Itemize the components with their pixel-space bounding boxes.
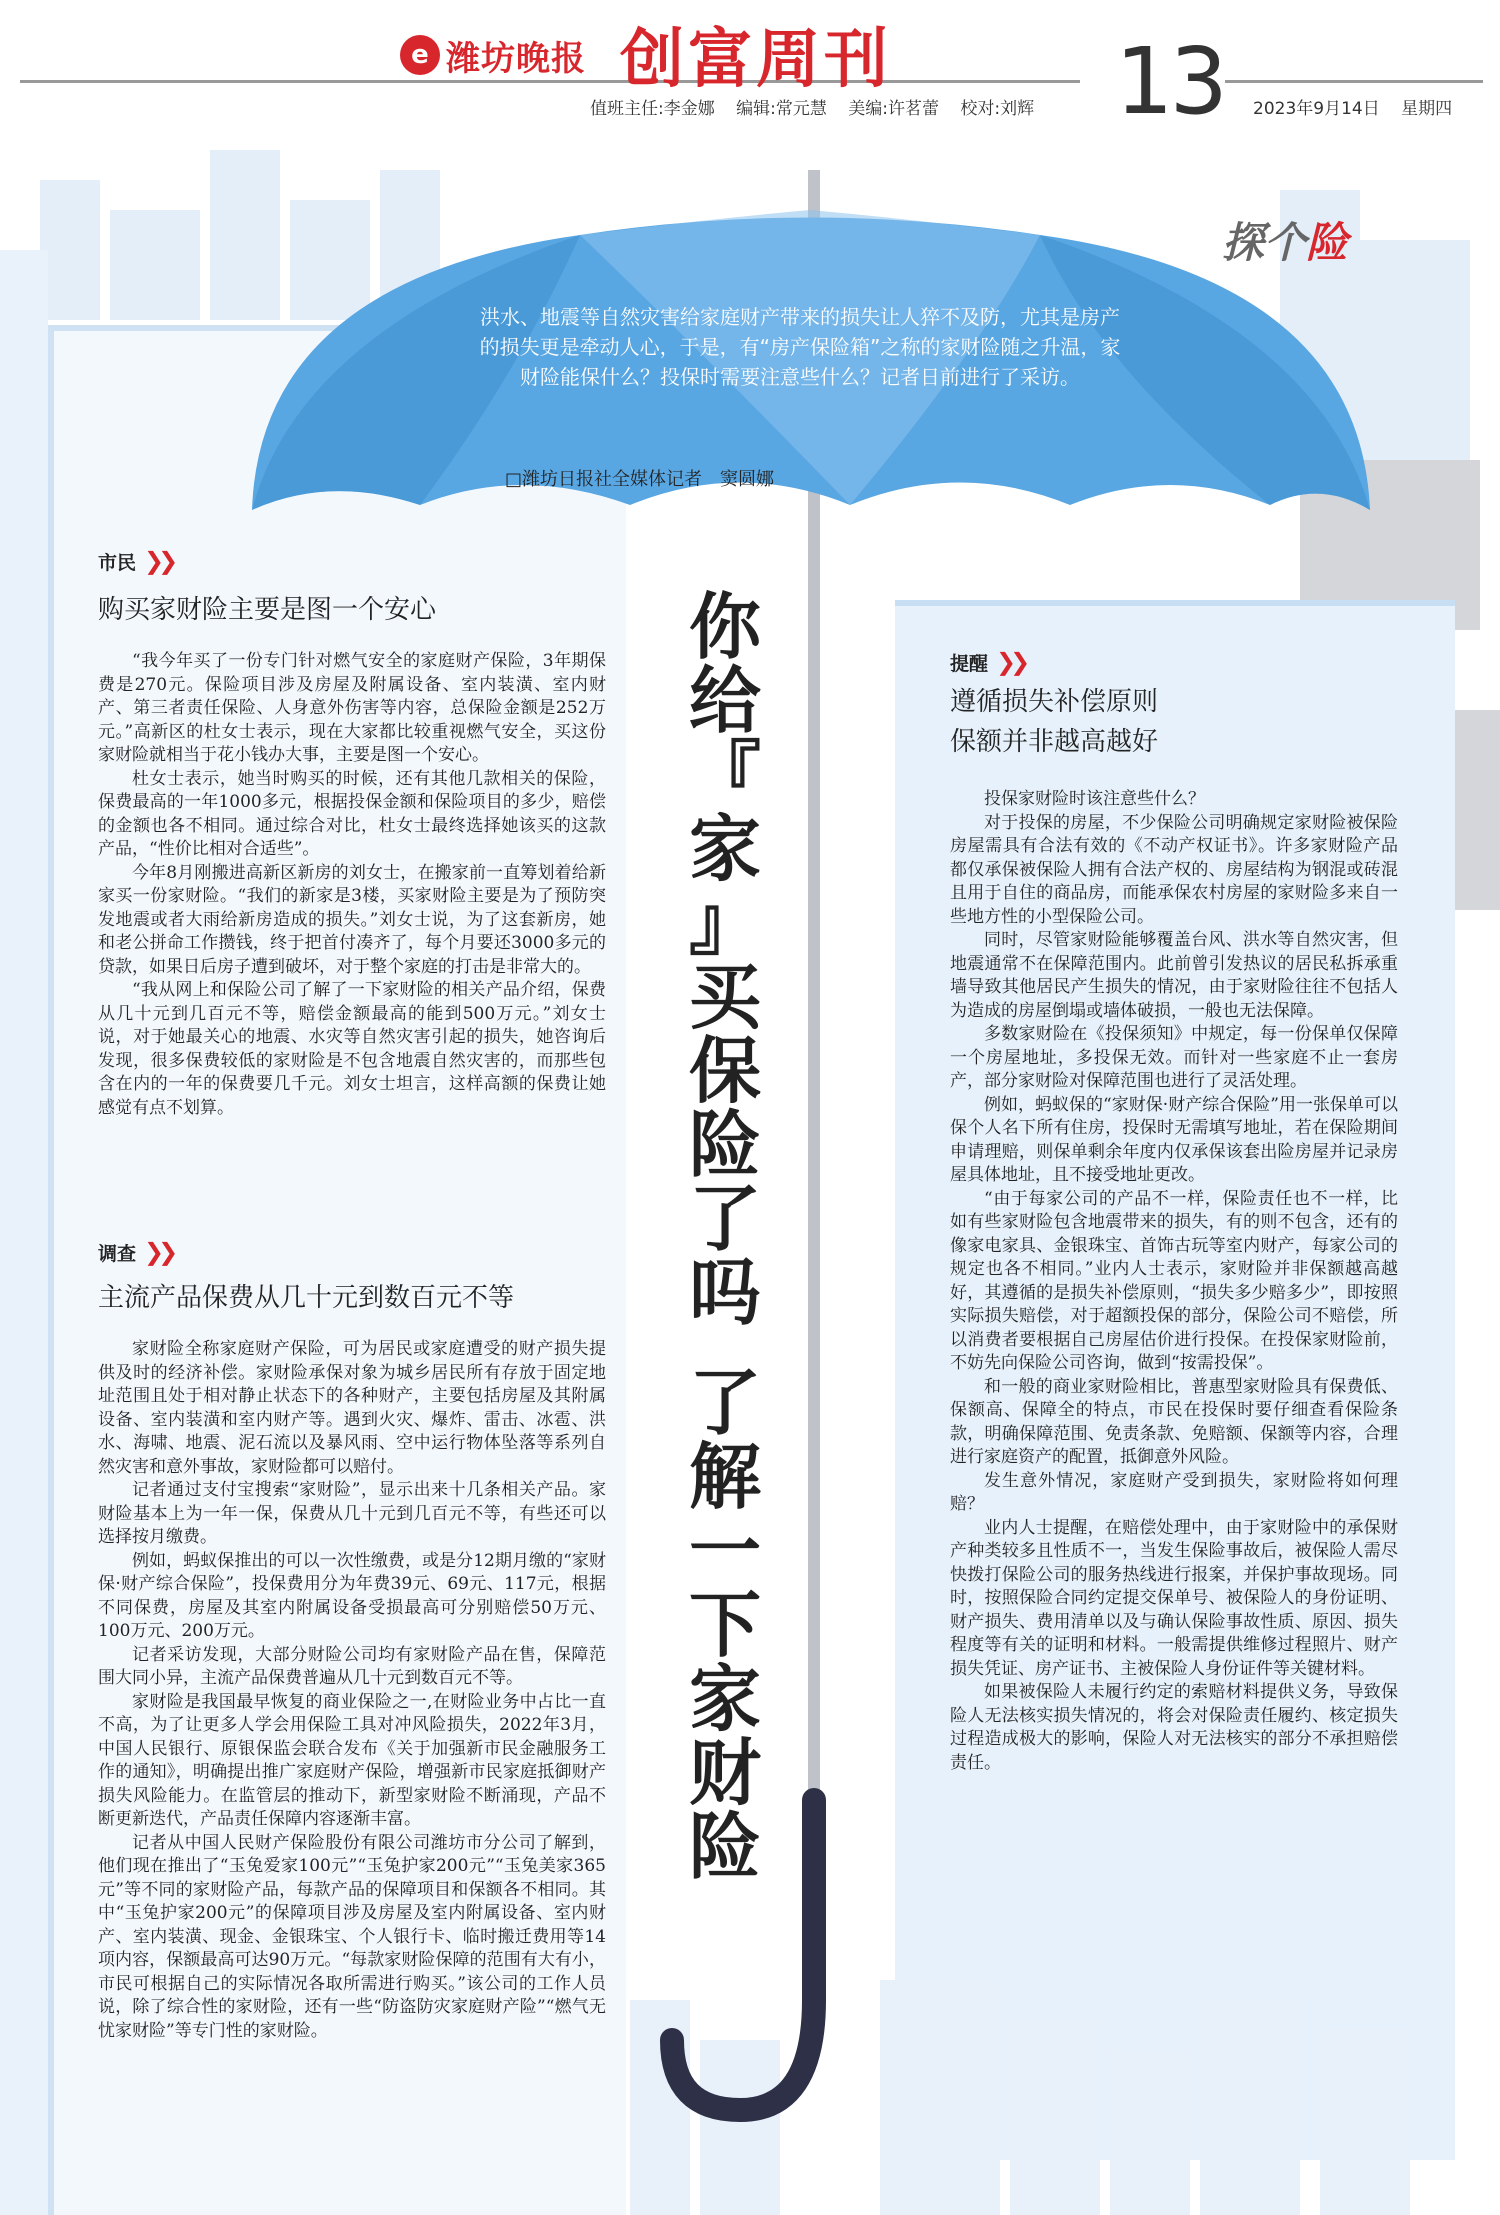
- paragraph: 对于投保的房屋，不少保险公司明确规定家财险被保险房屋需具有合法有效的《不动产权证书》。许多家财险产品都仅承保被保险人拥有合法产权的、房屋结构为钢混或砖混且用于自住的商品房，而能承保农村房屋的家财险多来自一些地方性的小型保险公司。: [950, 812, 1398, 927]
- paper-name: 潍坊晚报: [446, 38, 586, 79]
- paragraph: “我今年买了一份专门针对燃气安全的家庭财产保险，3年期保费是270元。保险项目涉及房屋及附属设备、室内装潢、室内财产、第三者责任保险、人身意外伤害等内容，总保险金额是252万元。”高新区的杜女士表示，现在大家都比较重视燃气安全，买这份家财险就相当于花小钱办大事，主要是图一个安心。: [98, 651, 606, 765]
- paragraph: 和一般的商业家财险相比，普惠型家财险具有保费低、保额高、保障全的特点，市民在投保时要仔细查看保险条款，明确保障范围、免责条款、免赔额、保额等内容，合理进行家庭资产的配置，抵御意外风险。: [950, 1376, 1398, 1467]
- paragraph: 今年8月刚搬进高新区新房的刘女士，在搬家前一直筹划着给新家买一份家财险。“我们的新家是3楼，买家财险主要是为了预防突发地震或者大雨给新房造成的损失。”刘女士说，为了这套新房，她和老公拼命工作攒钱，终于把首付凑齐了，每个月要还3000多元的贷款，如果日后房子遭到破坏，对于整个家庭的打击是非常大的。: [98, 862, 606, 977]
- headline-glyph: 财: [688, 1731, 761, 1815]
- headline: [665, 585, 785, 1889]
- double-chevron-icon: ❯❯: [144, 1238, 173, 1266]
- credit-art-editor: 美编:许茗蕾: [848, 99, 940, 119]
- section-title-line2: 保额并非越高越好: [950, 727, 1159, 757]
- intro-text: 洪水、地震等自然灾害给家庭财产带来的损失让人猝不及防，尤其是房产的损失更是牵动人心，于是，有“房产保险箱”之称的家财险随之升温，家财险能保什么？投保时需要注意些什么？记者日前进行了采访。: [479, 305, 1121, 389]
- paragraph: 业内人士提醒，在赔偿处理中，由于家财险中的承保财产种类较多且性质不一，当发生保险事故后，被保险人需尽快拨打保险公司的服务热线进行报案，并保护事故现场。同时，按照保险合同约定提交保单号、被保险人的身份证明、财产损失、费用清单以及与确认保险事故性质、原因、损失程度等有关的证明和材料。一般需提供维修过程照片、财产损失凭证、房产证书、主被保险人身份证件等关键材料。: [950, 1517, 1398, 1679]
- paragraph: 记者采访发现，大部分财险公司均有家财险产品在售，保障范围大同小异，主流产品保费普遍从几十元到数百元不等。: [98, 1644, 606, 1688]
- double-chevron-icon: ❯❯: [144, 547, 173, 575]
- credits-line: [590, 94, 1050, 119]
- headline-glyph: 了: [688, 1177, 761, 1261]
- paragraph: 例如，蚂蚁保推出的可以一次性缴费，或是分12期月缴的“家财保·财产综合保险”，投保费用分为年费39元、69元、117元，根据不同保费，房屋及其室内附属设备受损最高可分别赔偿50万元、100万元、200万元。: [98, 1550, 606, 1641]
- paragraph: 记者从中国人民财产保险股份有限公司潍坊市分公司了解到，他们现在推出了“玉兔爱家100元”“玉兔护家200元”“玉兔美家365元”等不同的家财险产品，每款产品的保障项目和保额各不相同。其中“玉兔护家200元”的保障项目涉及房屋及室内附属设备、室内财产、室内装潢、现金、金银珠宝、个人银行卡、临时搬迁费用等14项内容，保额最高可达90万元。“每款家财险保障的范围有大有小，市民可根据自己的实际情况各取所需进行购买。”该公司的工作人员说，除了综合性的家财险，还有一些“防盗防灾家庭财产险”“燃气无忧家财险”等专门性的家财险。: [98, 1832, 607, 2041]
- header-rule: [20, 80, 1080, 83]
- headline-glyph: 解: [688, 1435, 761, 1519]
- paragraph: 例如，蚂蚁保的“家财保·财产综合保险”用一张保单可以保个人名下所有住房，投保时无需填写地址，若在保险期间申请理赔，则保单剩余年度内仅承保该套出险房屋并记录房屋具体地址，且不接受地址更改。: [950, 1094, 1398, 1185]
- paragraph: “由于每家公司的产品不一样，保险责任也不一样，比如有些家财险包含地震带来的损失，有的则不包含，还有的像家电家具、金银珠宝、首饰古玩等室内财产，每家公司的规定也各不相同。”业内人士表示，家财险并非保额越高越好，其遵循的是损失补偿原则，“损失多少赔多少”，即按照实际损失赔偿，对于超额投保的部分，保险公司不赔偿，所以消费者要根据自己房屋估价进行投保。在投保家财险前，不妨先向保险公司咨询，做到“按需投保”。: [950, 1188, 1398, 1373]
- logo-mark-icon: e: [400, 35, 440, 75]
- section-body-survey: [98, 1338, 606, 2043]
- paragraph: 同时，尽管家财险能够覆盖台风、洪水等自然灾害，但地震通常不在保障范围内。此前曾引发热议的居民私拆承重墙导致其他居民产生损失的情况，由于家财险往往不包括人为造成的房屋倒塌或墙体破损，一般也无法保障。: [950, 930, 1398, 1021]
- issue-weekday: 星期四: [1401, 99, 1453, 119]
- paragraph: “我从网上和保险公司了解了一下家财险的相关产品介绍，保费从几十元到几百元不等，赔偿金额最高的能到500万元。”刘女士说，对于她最关心的地震、水灾等自然灾害引起的损失，她咨询后发现，很多保费较低的家财险是不包含地震自然灾害的，而那些包含在内的一年的保费要几千元。刘女士坦言，这样高额的保费让她感觉有点不划算。: [98, 980, 606, 1118]
- column-tag: [1222, 210, 1348, 270]
- credit-duty-editor: 值班主任:李金娜: [590, 99, 715, 119]
- headline-glyph: 你: [688, 585, 761, 669]
- section-body-citizen: [98, 650, 606, 1120]
- headline-glyph: 险: [688, 1103, 761, 1187]
- headline-part2: [665, 1361, 785, 1889]
- section-body-reminder: [950, 788, 1398, 1775]
- headline-glyph: 给: [688, 659, 761, 743]
- section-title-citizen: 购买家财险主要是图一个安心: [98, 595, 437, 625]
- double-chevron-icon: ❯❯: [996, 648, 1025, 676]
- paragraph: 家财险全称家庭财产保险，可为居民或家庭遭受的财产损失提供及时的经济补偿。家财险承保对象为城乡居民所有存放于固定地址范围且处于相对静止状态下的各种财产，主要包括房屋及其附属设备、室内装潢和室内财产等。遇到火灾、爆炸、雷击、冰雹、洪水、海啸、地震、泥石流以及暴风雨、空中运行物体坠落等系列自然灾害和意外事故，家财险都可以赔付。: [98, 1339, 606, 1477]
- paragraph: 家财险是我国最早恢复的商业保险之一,在财险业务中占比一直不高，为了让更多人学会用保险工具对冲风险损失，2022年3月，中国人民银行、原银保监会联合发布《关于加强新市民金融服务工作的通知》，明确提出推广家庭财产保险，增强新市民家庭抵御财产损失风险能力。在监管层的推动下，新型家财险不断涌现，产品不断更新迭代，产品责任保障内容逐渐丰富。: [98, 1691, 606, 1829]
- issue-date: 2023年9月14日: [1253, 99, 1380, 119]
- paragraph: 杜女士表示，她当时购买的时候，还有其他几款相关的保险，保费最高的一年1000多元，根据投保金额和保险项目的多少，赔偿的金额也各不相同。通过综合对比，杜女士最终选择她该买的这款产品，“性价比相对合适些”。: [98, 768, 606, 859]
- headline-glyph: 家: [688, 807, 761, 891]
- headline-part1: [665, 585, 785, 1335]
- page-number: 13: [1115, 28, 1225, 135]
- paragraph: 如果被保险人未履行约定的索赔材料提供义务，导致保险人无法核实损失情况的，将会对保险责任履约、核定损失过程造成极大的影响，保险人对无法核实的部分不承担赔偿责任。: [950, 1682, 1398, 1773]
- section-title-survey: 主流产品保费从几十元到数百元不等: [98, 1283, 515, 1313]
- section-label-survey: [98, 1238, 172, 1266]
- headline-glyph: 下: [688, 1583, 761, 1667]
- paragraph: 发生意外情况，家庭财产受到损失，家财险将如何理赔？: [950, 1470, 1398, 1514]
- section-label-text: 调查: [98, 1242, 137, 1265]
- section-title-reminder: [950, 682, 1158, 762]
- headline-glyph: 了: [688, 1361, 761, 1445]
- column-tag-prefix: 探个: [1222, 218, 1307, 267]
- column-tag-highlight: 险: [1306, 218, 1349, 267]
- headline-glyph: 保: [688, 1029, 761, 1113]
- section-title: 创富周刊: [620, 23, 892, 97]
- header-rule-right: [1225, 80, 1483, 83]
- headline-glyph: 『: [688, 733, 761, 817]
- section-label-text: 市民: [98, 551, 137, 574]
- headline-glyph: 』: [688, 881, 761, 965]
- paper-logo: [400, 30, 586, 80]
- section-title-line1: 遵循损失补偿原则: [950, 687, 1159, 717]
- headline-glyph: 一: [688, 1509, 761, 1593]
- headline-glyph: 买: [688, 955, 761, 1039]
- credit-proofreader: 校对:刘辉: [960, 99, 1035, 119]
- headline-glyph: 吗: [688, 1251, 761, 1335]
- headline-glyph: 险: [688, 1805, 761, 1889]
- paragraph: 投保家财险时该注意些什么？: [984, 789, 1205, 809]
- section-label-citizen: [98, 547, 172, 575]
- section-label-reminder: [950, 648, 1024, 676]
- credit-editor: 编辑:常元慧: [736, 99, 827, 119]
- headline-glyph: 家: [688, 1657, 761, 1741]
- intro-author: □潍坊日报社全媒体记者 窦圆娜: [505, 469, 775, 490]
- paragraph: 记者通过支付宝搜索“家财险”，显示出来十几条相关产品。家财险基本上为一年一保，保费从几十元到几百元不等，有些还可以选择按月缴费。: [98, 1480, 606, 1547]
- date-line: [1253, 94, 1468, 119]
- paragraph: 多数家财险在《投保须知》中规定，每一份保单仅保障一个房屋地址，多投保无效。而针对一些家庭不止一套房产，部分家财险对保障范围也进行了灵活处理。: [950, 1024, 1398, 1091]
- section-label-text: 提醒: [950, 652, 989, 675]
